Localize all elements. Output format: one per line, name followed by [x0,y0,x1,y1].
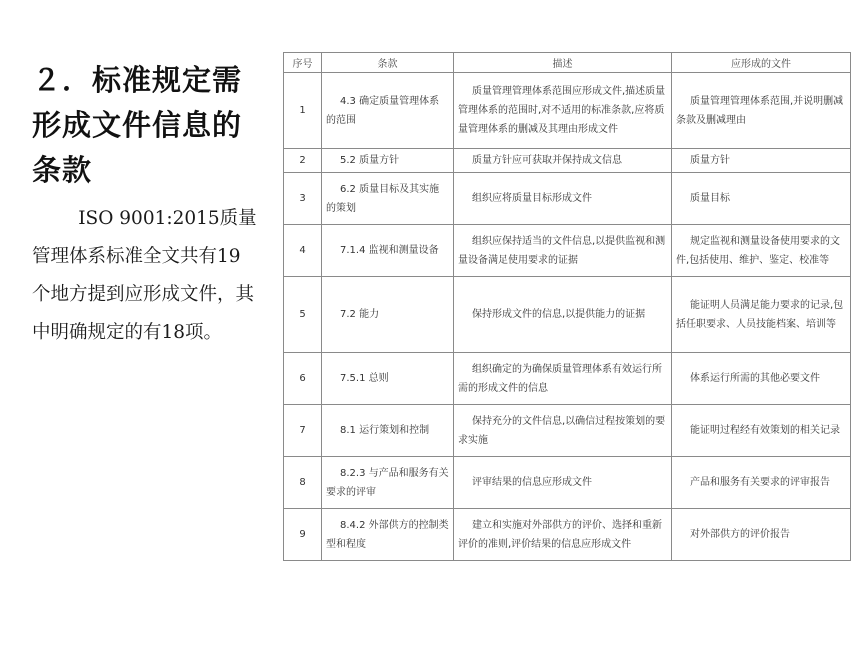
row-description: 质量方针应可获取并保持成文信息 [454,149,672,173]
row-clause: 4.3 确定质量管理体系的范围 [322,73,454,149]
row-clause: 8.4.2 外部供方的控制类型和程度 [322,509,454,561]
row-clause: 7.1.4 监视和测量设备 [322,225,454,277]
row-clause: 6.2 质量目标及其实施的策划 [322,173,454,225]
row-clause: 8.2.3 与产品和服务有关要求的评审 [322,457,454,509]
row-no: 9 [284,509,322,561]
row-clause: 7.2 能力 [322,277,454,353]
table-row [284,73,851,149]
row-document: 质量管理管理体系范围,并说明删减条款及删减理由 [672,73,851,149]
table-header-row [284,53,851,73]
header-no: 序号 [284,53,322,73]
row-clause: 8.1 运行策划和控制 [322,405,454,457]
row-description: 组织应保持适当的文件信息,以提供监视和测量设备满足使用要求的证据 [454,225,672,277]
header-required-document: 应形成的文件 [672,53,851,73]
row-document: 产品和服务有关要求的评审报告 [672,457,851,509]
row-no: 3 [284,173,322,225]
table-row [284,225,851,277]
row-description: 保持形成文件的信息,以提供能力的证据 [454,277,672,353]
row-document: 能证明人员满足能力要求的记录,包括任职要求、人员技能档案、培训等 [672,277,851,353]
row-description: 评审结果的信息应形成文件 [454,457,672,509]
table-row [284,277,851,353]
table-row [284,405,851,457]
row-no: 5 [284,277,322,353]
row-description: 组织确定的为确保质量管理体系有效运行所需的形成文件的信息 [454,353,672,405]
row-document: 能证明过程经有效策划的相关记录 [672,405,851,457]
row-no: 6 [284,353,322,405]
row-clause: 7.5.1 总则 [322,353,454,405]
intro-paragraph: ISO 9001:2015质量管理体系标准全文共有19个地方提到应形成文件，其中明确规定的有18项。 [32,208,257,343]
row-description: 建立和实施对外部供方的评价、选择和重新评价的准则,评价结果的信息应形成文件 [454,509,672,561]
table-row [284,173,851,225]
row-no: 2 [284,149,322,173]
table-row [284,353,851,405]
table-row [284,457,851,509]
row-no: 7 [284,405,322,457]
row-description: 保持充分的文件信息,以确信过程按策划的要求实施 [454,405,672,457]
header-description: 描述 [454,53,672,73]
row-document: 质量目标 [672,173,851,225]
documented-info-table [283,52,851,561]
row-no: 4 [284,225,322,277]
row-document: 质量方针 [672,149,851,173]
row-no: 1 [284,73,322,149]
section-title: ２．标准规定需形成文件信息的条款 [32,63,243,187]
table-row [284,509,851,561]
row-description: 组织应将质量目标形成文件 [454,173,672,225]
row-no: 8 [284,457,322,509]
row-document: 规定监视和测量设备使用要求的文件,包括使用、维护、鉴定、校准等 [672,225,851,277]
header-clause: 条款 [322,53,454,73]
row-document: 对外部供方的评价报告 [672,509,851,561]
row-description: 质量管理管理体系范围应形成文件,描述质量管理体系的范围时,对不适用的标准条款,应将质量管理体系的删减及其理由形成文件 [454,73,672,149]
row-document: 体系运行所需的其他必要文件 [672,353,851,405]
table-row [284,149,851,173]
row-clause: 5.2 质量方针 [322,149,454,173]
